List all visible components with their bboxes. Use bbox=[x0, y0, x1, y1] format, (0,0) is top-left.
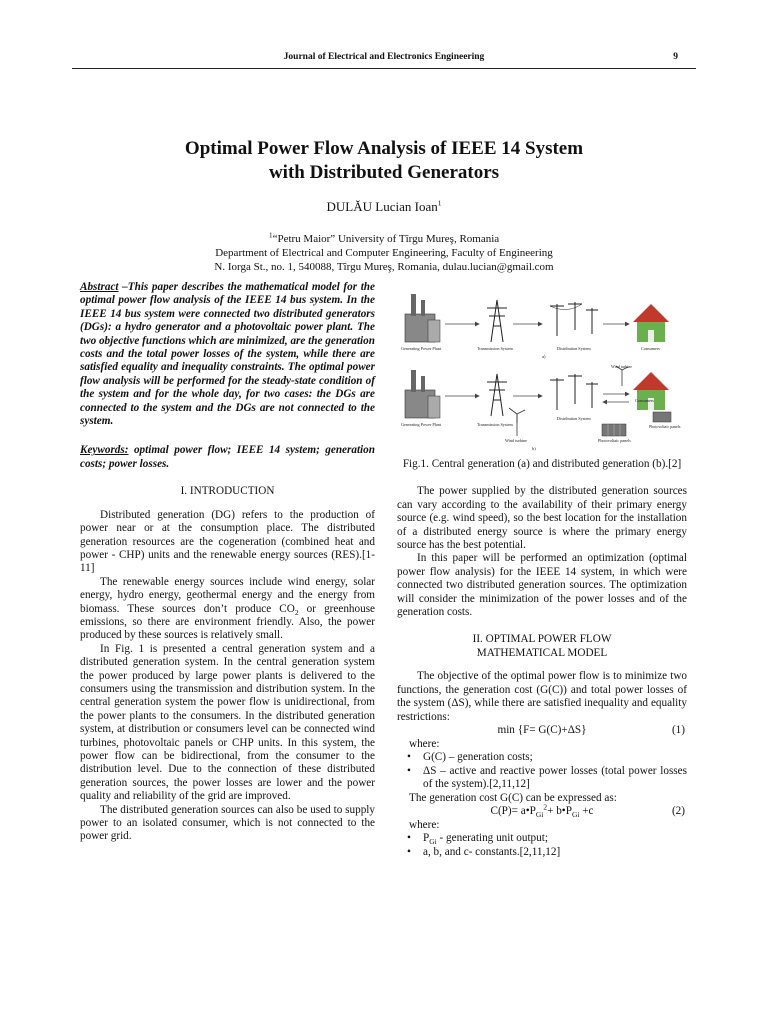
label-consumers-b: Consumers bbox=[635, 398, 654, 403]
label-generating-plant-a: Generating Power Plant bbox=[401, 346, 442, 351]
affil-line-3: N. Iorga St., no. 1, 540088, Tîrgu Mureş, Romania, dulau.lucian@gmail.com bbox=[214, 261, 554, 273]
list-item: • ΔS – active and reactive power losses (total power losses of the system).[2,11,12] bbox=[397, 765, 687, 792]
opf-paragraph-1: The objective of the optimal power flow is to minimize two functions, the generation cost (G(C)) and total power losses of the system (ΔS), while there are satisfied inequality and equality restrictions: bbox=[397, 670, 687, 723]
intro-paragraph-2: The renewable energy sources include wind energy, solar energy, hydro energy, geothermal energy and the energy from biomass. These sources don’t produce $CO_2$ or greenhouse emissions, so there are environment friendly. Also, the power produced by these sources is relatively small. bbox=[80, 575, 376, 642]
equation-2 bbox=[397, 802, 687, 820]
section-heading-opf: II. OPTIMAL POWER FLOW MATHEMATICAL MODEL bbox=[472, 633, 612, 659]
keywords-text: optimal power flow; IEEE 14 system; generation costs; power losses. bbox=[80, 444, 375, 470]
label-b: b) bbox=[532, 446, 536, 451]
label-consumers-a: Consumers bbox=[641, 346, 660, 351]
label-pv-panels: Photovoltaic panels bbox=[598, 438, 631, 443]
label-transmission-b: Transmission System bbox=[477, 422, 513, 427]
list-item: • a, b, and c- constants.[2,11,12] bbox=[397, 846, 687, 859]
house-icon bbox=[633, 304, 669, 342]
equation-2-number: (2) bbox=[671, 804, 685, 817]
affil-line-2: Department of Electrical and Computer Engineering, Faculty of Engineering bbox=[215, 247, 553, 259]
intro-paragraph-3: In Fig. 1 is presented a central generation system and a distributed generation system. In the central generation system the power produced by large power plants is delivered to the consumers using the transmission and distribution system. In the central generation system the power flow is unidirectional, from the power plants to the consumers. In the distributed generation system, at distribution or consumers level can be connected wind turbines, photovoltaic panels or CHP units. In this system, the power flow can be bidirectional, from the consumer to the distribution level. Due to the connection of these distributed generation sources, the power losses are lower and the power quality and reliability of the grid are improved. bbox=[80, 642, 375, 803]
title-line-2: with Distributed Generators bbox=[268, 162, 500, 183]
definition-list-1 bbox=[397, 751, 687, 791]
intro-paragraph-4: The distributed generation sources can also be used to supply power to an isolated consumer, which is not connected to the power grid. bbox=[80, 803, 375, 843]
equation-1-formula: min {F= G(C)+ΔS} bbox=[497, 723, 587, 736]
distribution-poles-icon bbox=[550, 302, 598, 336]
abstract-label: Abstract bbox=[80, 281, 119, 293]
keywords bbox=[80, 444, 375, 471]
label-distribution-a: Distribution System bbox=[557, 346, 591, 351]
journal-name: Journal of Electrical and Electronics Engineering bbox=[283, 52, 485, 62]
keywords-label: Keywords: bbox=[80, 444, 129, 457]
author bbox=[72, 199, 696, 215]
list-item: • G(C) – generation costs; bbox=[397, 751, 687, 764]
section-heading-introduction: I. INTRODUCTION bbox=[180, 485, 275, 498]
left-column bbox=[80, 281, 375, 844]
paper-title bbox=[72, 137, 696, 185]
figure-1 bbox=[397, 286, 687, 454]
label-pv-panels-2: Photovoltaic panels bbox=[649, 424, 681, 429]
equation-2-formula: $C(P)= a•P_{Gi}^2+$ $b•P_{Gi} +c$ bbox=[490, 802, 594, 820]
label-generating-plant-b: Generating Power Plant bbox=[401, 422, 442, 427]
generation-cost-intro: The generation cost G(C) can be expressed as: bbox=[409, 791, 617, 804]
abstract-text: –This paper describes the mathematical model for the optimal power flow analysis of the IEEE 14 bus system. In the IEEE 14 bus system were connected two distributed generators (DGs): a hydro generator and a photovoltaic power plant. The two objective functions which are minimized, are the generation costs and the total power losses of the system, while there are satisfied equality and inequality constraints. The optimal power flow analysis will be performed for the steady-state condition of the system and for the whole day, for two cases: the DGs are connected to the system and the DGs are not connected to the system. bbox=[80, 281, 375, 428]
right-paragraph-2: In this paper will be performed an optimization (optimal power flow analysis) for the IEEE 14 system, in which were connected two distributed generation sources. The optimization will consider the minimization of the power losses and of the generation costs. bbox=[397, 552, 687, 619]
affil-sup: 1 bbox=[268, 230, 273, 240]
house-icon bbox=[633, 372, 669, 410]
definition-list-2 bbox=[397, 832, 687, 859]
where-label-1: where: bbox=[409, 737, 440, 750]
page-number: 9 bbox=[673, 52, 678, 62]
figure-1-diagram bbox=[397, 286, 687, 454]
author-sup: 1 bbox=[437, 198, 442, 208]
equation-1 bbox=[397, 724, 687, 738]
label-distribution-b: Distribution System bbox=[557, 416, 591, 421]
abstract bbox=[80, 281, 375, 428]
figure-1-caption: Fig.1. Central generation (a) and distributed generation (b).[2] bbox=[402, 458, 682, 470]
equation-1-number: (1) bbox=[671, 723, 685, 736]
intro-paragraph-1: Distributed generation (DG) refers to the production of power near or at the consumption place. The distributed generation resources are the cogeneration (combined heat and power - CHP) units and the renewable energy sources (RES).[1-11] bbox=[80, 508, 375, 575]
label-wind-turbine-2: Wind turbine bbox=[611, 364, 633, 369]
power-plant-icon bbox=[405, 294, 440, 342]
transmission-tower-icon bbox=[487, 300, 507, 342]
power-plant-icon bbox=[405, 370, 440, 418]
running-header bbox=[72, 48, 696, 69]
label-wind-turbine: Wind turbine bbox=[505, 438, 528, 443]
label-transmission-a: Transmission System bbox=[477, 346, 513, 351]
distribution-poles-icon bbox=[550, 374, 598, 410]
transmission-tower-icon bbox=[487, 374, 507, 416]
list-item: • $P_{Gi}$ - generating unit output; bbox=[397, 832, 687, 845]
affil-line-1: “Petru Maior” University of Tîrgu Mureş, Romania bbox=[272, 233, 500, 245]
where-label-2: where: bbox=[409, 818, 440, 831]
affiliation bbox=[72, 232, 696, 274]
title-line-1: Optimal Power Flow Analysis of IEEE 14 System bbox=[184, 138, 584, 159]
right-column bbox=[397, 286, 687, 859]
author-name: DULĂU Lucian Ioan bbox=[326, 199, 438, 214]
right-paragraph-1: The power supplied by the distributed generation sources can vary according to the availability of their primary energy source (e.g. wind speed), so the best location for the installation of a distributed energy source is where the primary energy source has the best potential. bbox=[397, 485, 687, 552]
label-a: a) bbox=[542, 354, 546, 359]
